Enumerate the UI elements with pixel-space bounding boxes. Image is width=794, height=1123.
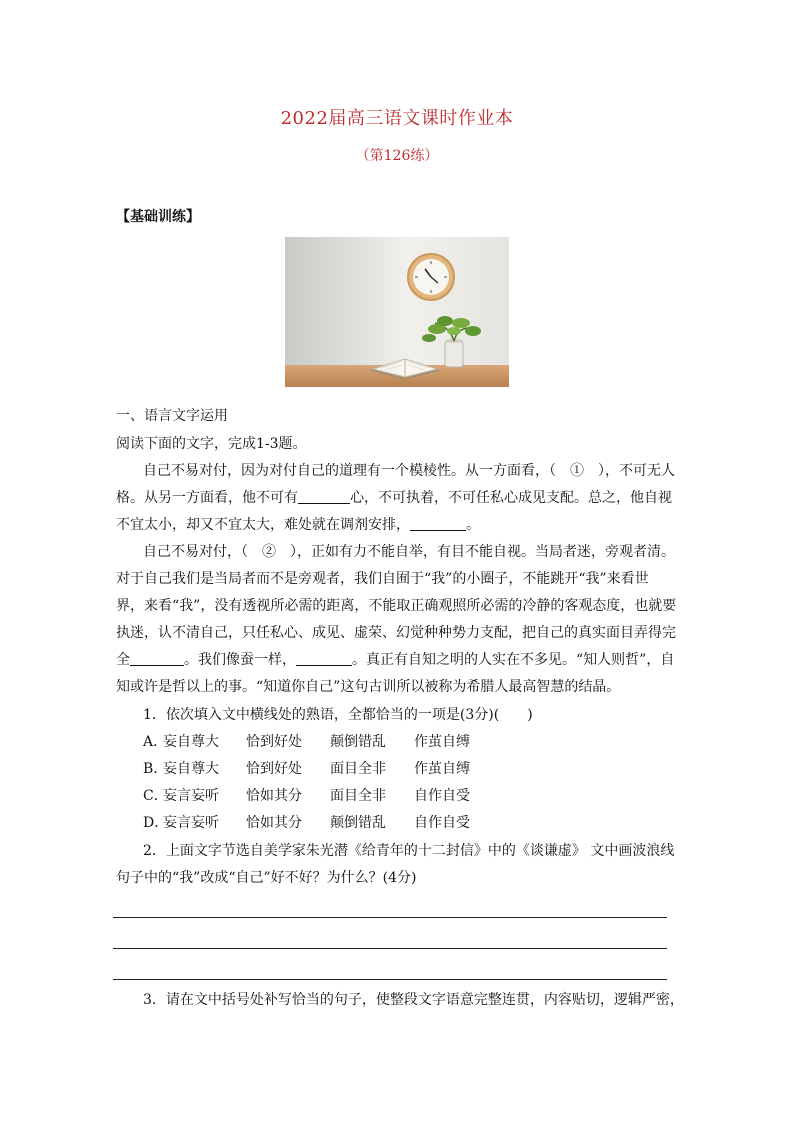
- photo-illustration: [285, 237, 509, 387]
- passage-line: [116, 650, 674, 670]
- document-title: 2022届高三语文课时作业本: [280, 108, 514, 129]
- option-item: 作茧自缚: [414, 761, 470, 777]
- option-item: 面目全非: [330, 788, 386, 804]
- passage-line: 自己不易对付，（ ② ），正如有力不能自举，有目不能自视。当局者迷，旁观者清。: [143, 544, 675, 560]
- fill-blank: [298, 489, 350, 504]
- option-item: 恰到好处: [246, 761, 302, 777]
- option-a[interactable]: [143, 732, 470, 752]
- passage-line: 知或许是哲以上的事。“知道你自己”这句古训所以被称为希腊人最高智慧的结晶。: [116, 679, 621, 695]
- passage-text: 。我们像蚕一样，: [184, 652, 296, 668]
- fill-blank: [410, 516, 466, 531]
- question-3-line: 3．请在文中括号处补写恰当的句子，使整段文字语意完整连贯，内容贴切，逻辑严密，: [143, 992, 684, 1008]
- passage-text: 不宜太小，却又不宜太大，难处就在调剂安排，: [116, 517, 410, 533]
- answer-line[interactable]: [113, 979, 667, 980]
- reading-intro: 阅读下面的文字，完成1-3题。: [116, 436, 307, 452]
- option-label: A．: [143, 734, 168, 750]
- option-c[interactable]: [143, 786, 470, 806]
- question-2-line: 句子中的“我”改成“自己”好不好？为什么？(4分): [116, 870, 417, 886]
- option-item: 自作自受: [414, 788, 470, 804]
- passage-line: [116, 515, 480, 535]
- option-item: 妄自尊大: [163, 761, 219, 777]
- fill-blank: [130, 651, 184, 666]
- clock-book-photo: [285, 237, 509, 387]
- option-item: 妄言妄听: [163, 788, 219, 804]
- option-item: 恰如其分: [246, 788, 302, 804]
- passage-text: 心，不可执着，不可任私心成见支配。总之，他自视: [350, 490, 672, 506]
- option-item: 面目全非: [330, 761, 386, 777]
- passage-line: 界，来看“我”，没有透视所必需的距离，不能取正确观照所必需的冷静的客观态度，也就要: [116, 598, 677, 614]
- option-item: 颠倒错乱: [330, 734, 386, 750]
- option-item: 颠倒错乱: [330, 815, 386, 831]
- passage-line: 自己不易对付，因为对付自己的道理有一个模棱性。从一方面看，（ ① ），不可无人: [143, 463, 675, 479]
- option-item: 妄言妄听: [163, 815, 219, 831]
- fill-blank: [296, 651, 352, 666]
- passage-line: 执迷，认不清自己，只任私心、成见、虚荣、幻觉种种势力支配，把自己的真实面目弄得完: [116, 625, 676, 641]
- passage-text: 。真正有自知之明的人实在不多见。“知人则哲”，自: [352, 652, 675, 668]
- passage-text: 全: [116, 652, 130, 668]
- option-b[interactable]: [143, 759, 470, 779]
- option-item: 妄自尊大: [163, 734, 219, 750]
- answer-line[interactable]: [113, 917, 667, 918]
- passage-text: 格。从另一方面看，他不可有: [116, 490, 298, 506]
- option-label: C．: [143, 788, 168, 804]
- option-label: B．: [143, 761, 168, 777]
- question-1-stem: 1．依次填入文中横线处的熟语，全都恰当的一项是(3分)( ): [143, 707, 533, 723]
- document-subtitle: （第126练）: [355, 148, 439, 164]
- clock-icon: [408, 254, 454, 300]
- option-item: 作茧自缚: [414, 734, 470, 750]
- option-item: 恰如其分: [246, 815, 302, 831]
- option-label: D．: [143, 815, 169, 831]
- option-item: 自作自受: [414, 815, 470, 831]
- answer-line[interactable]: [113, 948, 667, 949]
- passage-line: [116, 488, 672, 508]
- option-item: 恰到好处: [246, 734, 302, 750]
- option-d[interactable]: [143, 813, 470, 833]
- part-heading: 一、语言文字运用: [116, 408, 228, 424]
- question-2-line: 2．上面文字节选自美学家朱光潜《给青年的十二封信》中的《谈谦虚》 文中画波浪线: [143, 843, 675, 859]
- passage-text: 。: [466, 517, 480, 533]
- passage-line: 对于自己我们是当局者而不是旁观者，我们自囿于“我”的小圈子，不能跳开“我”来看世: [116, 571, 649, 587]
- section-heading: 【基础训练】: [116, 209, 200, 225]
